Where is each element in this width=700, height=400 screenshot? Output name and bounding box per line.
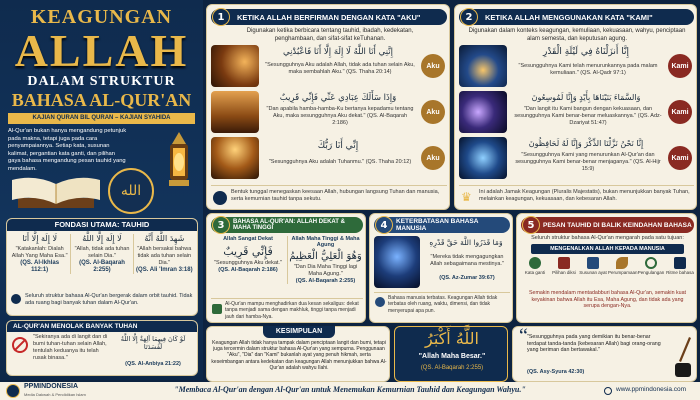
fondasi-text: "Katakanlah: Dialah Allah Yang Maha Esa." xyxy=(11,246,68,259)
title-keagungan: KEAGUNGAN xyxy=(30,6,173,28)
fondasi-item xyxy=(133,234,195,274)
pesan-note: Semakin mendalam mentadabburi bahasa Al-Qur'an, semakin kuat keyakinan bahwa Allah itu Esa, Maha Agung, dan tidak ada yang serupa dengan-Nya. xyxy=(528,290,687,310)
section-keterbatasan-header: KETERBATASAN BAHASA MANUSIA xyxy=(374,217,510,233)
kami-arabic: إِنَّا أَنزَلْنَاهُ فِي لَيْلَةِ الْقَدْرِ xyxy=(542,47,629,57)
keterbatasan-ref: (QS. Az-Zumar 39:67) xyxy=(439,275,495,281)
kami-text: "Dan langit itu Kami bangun dengan kekuasaan, dan sesungguhnya Kami benar-benar meluaskannya." (QS. Adz-Dzariyat 51:47) xyxy=(514,106,662,126)
allah-calligraphy-icon xyxy=(108,168,154,214)
kami-badge: Kami xyxy=(668,54,692,78)
pesan-sub: MENGENALKAN ALLAH KEPADA MANUSIA xyxy=(531,244,684,254)
dekat-note-text: Al-Qur'an mampu menghadirkan dua kesan sekaligus: dekat tanpa menjadi sama dengan makhluk, tinggi tanpa menjadi jauh dari hamba-Nya. xyxy=(225,301,359,320)
fondasi-title: FONDASI UTAMA: TAUHID xyxy=(7,219,197,231)
aku-badge: Aku xyxy=(421,54,445,78)
fondasi-item xyxy=(9,234,70,274)
sunset-image xyxy=(211,45,259,87)
fondasi-ref: (QS. Ali 'Imran 3:18) xyxy=(136,267,193,273)
fondasi-footer xyxy=(11,293,195,307)
aku-note xyxy=(211,185,447,207)
fondasi-item xyxy=(70,234,132,274)
allah-calligraphy-text: الله xyxy=(120,183,142,199)
section-aku-header: KETIKA ALLAH BERFIRMAN DENGAN KATA "AKU" xyxy=(211,9,447,25)
takbir-arabic: اللَّهُ أَكْبَرُ xyxy=(425,329,479,348)
kami-badge: Kami xyxy=(668,100,692,124)
quran-book-icon xyxy=(8,174,104,210)
crown-icon: ♛ xyxy=(461,190,472,204)
fondasi-panel xyxy=(6,218,198,316)
fondasi-arabic: لَا إِلَهَ إِلَّا اللَّهُ xyxy=(82,234,122,243)
repeat-icon xyxy=(645,257,657,269)
lantern-icon xyxy=(164,130,194,192)
sky-image xyxy=(374,236,420,288)
pesan-icon-item xyxy=(608,257,636,276)
menolak-arabic: لَوْ كَانَ فِيهِمَا آلِهَةٌ إِلَّا اللَّهُ لَفَسَدَتَا xyxy=(120,335,186,351)
pesan-intro: Seluruh struktur bahasa Al-Qur'an mengarah pada satu tujuan: xyxy=(531,235,684,241)
tinggi-head: Allah Maha Tinggi & Maha Agung xyxy=(291,236,360,248)
section-pesan xyxy=(516,213,697,323)
section-pesan-header: PESAN TAUHID DI BALIK KEINDAHAN BAHASA xyxy=(521,217,694,233)
mosque-icon xyxy=(212,304,222,314)
logo-sub: Media Dakwah & Pendidikan Islam xyxy=(24,392,86,397)
fondasi-text: "Allah bersaksi bahwa tidak ada tuhan selain Dia." xyxy=(137,246,192,266)
pesan-icon-label: Perumpamaan xyxy=(608,270,638,275)
logo-name: PPMINDONESIA xyxy=(24,383,79,390)
praying-person-image xyxy=(211,91,259,133)
kesimpulan-text: Keagungan Allah tidak hanya tampak dalam penciptaan langit dan bumi, tetapi juga tercermin dalam struktur bahasa Al-Qur'an yang sempurna. Penggunaan "Aku", "Dia" dan "Kami" bukanlah ayat yang penuh hikmah, serta keseimbangan antara kedekatan dan keagungan Allah menunjukkan bahwa Al-Qur'an adalah wahyu Ilahi. xyxy=(211,340,387,371)
kesimpulan-title: KESIMPULAN xyxy=(263,326,335,338)
section-number: 3 xyxy=(212,216,230,234)
footer-url[interactable]: www.ppmindonesia.com xyxy=(616,386,687,393)
quote-panel xyxy=(512,326,697,382)
pesan-icon-label: Susunan ayat xyxy=(579,270,607,275)
pesan-icon-label: Pengulangan xyxy=(637,270,665,275)
dekat-text: "Sesungguhnya Aku dekat." xyxy=(214,260,282,266)
footer-quote: "Membaca Al-Qur'an dengan Al-Qur'an untuk Menemukan Kemurnian Tauhid dan Keagungan Wahyu." xyxy=(174,385,526,394)
menolak-title: AL-QUR'AN MENOLAK BANYAK TUHAN xyxy=(7,321,197,332)
list-icon xyxy=(587,257,599,269)
section-number: 2 xyxy=(460,8,478,26)
dekat-head: Allah Sangat Dekat xyxy=(223,236,273,242)
kami-text: "Sesungguhnya Kami yang menurunkan Al-Qur'an dan sesungguhnya Kami benar-benar menjaganya." (QS. Al-Hijr 15:9) xyxy=(515,152,661,172)
section-aku xyxy=(206,4,450,210)
aku-text: "Sesungguhnya Aku adalah Tuhanmu." (QS. Thaha 20:12) xyxy=(268,159,412,165)
aku-item xyxy=(211,45,447,87)
keterbatasan-arabic: وَمَا قَدَرُوا اللَّهَ حَقَّ قَدْرِهِ xyxy=(429,238,503,247)
quote-ref: (QS. Asy-Syura 42:30) xyxy=(527,369,585,375)
quote-text: "Sesungguhnya pada yang demikian itu benar-benar terdapat tanda-tanda (kebesaran Allah) bagi orang-orang yang beriman dan bertawakal." xyxy=(527,334,661,354)
tinggi-arabic: وَهُوَ الْعَلِيُّ الْعَظِيمُ xyxy=(289,251,362,262)
pesan-icon-label: Ritme bahasa xyxy=(666,270,694,275)
ppm-logo-icon xyxy=(6,384,20,398)
tinggi-card xyxy=(287,236,363,284)
pesan-icon-label: Pilihan diksi xyxy=(552,270,576,275)
pesan-icon-label: Kata ganti xyxy=(524,270,546,275)
aku-item xyxy=(211,137,447,179)
tagline: KAJIAN QURAN BIL QURAN – KAJIAN SYAHIDA xyxy=(8,113,195,124)
info-icon xyxy=(375,297,385,307)
aku-badge: Aku xyxy=(421,100,445,124)
keterbatasan-note xyxy=(374,292,510,314)
shield-icon xyxy=(11,294,21,304)
pesan-icon-item xyxy=(666,257,694,276)
keterbatasan-note-text: Bahasa manusia terbatas. Keagungan Allah tidak terbatas oleh ruang, waktu, dimensi, dan tidak menyerupai apa pun. xyxy=(388,295,498,314)
aku-arabic: إِنِّي أَنَا رَبُّكَ xyxy=(317,141,359,151)
section-aku-intro: Digunakan ketika berbicara tentang tauhid, ibadah, kedekatan, penghambaan, dan sifat-sifat keTuhanan. xyxy=(246,28,414,42)
waves-icon xyxy=(674,257,686,269)
fondasi-arabic: لَا إِلَهَ إِلَّا أَنَا xyxy=(22,234,58,243)
kami-arabic: إِنَّا نَحْنُ نَزَّلْنَا الذِّكْرَ وَإِنَّا لَهُ لَحَافِظُونَ xyxy=(528,139,644,148)
kami-arabic: وَالسَّمَاءَ بَنَيْنَاهَا بِأَيْدٍ وَإِنَّا لَمُوسِعُونَ xyxy=(531,93,641,102)
section-number: 1 xyxy=(212,8,230,26)
section-keterbatasan xyxy=(369,213,513,323)
menolak-panel xyxy=(6,320,198,376)
leaf-icon xyxy=(616,257,628,269)
night-book-image xyxy=(459,45,507,87)
aku-item xyxy=(211,91,447,133)
tinggi-text: "Dan Dia Maha Tinggi lagi Maha Agung." xyxy=(293,264,358,277)
quote-icon: “ xyxy=(519,325,528,347)
section-number: 4 xyxy=(375,216,393,234)
galaxy-image xyxy=(459,91,507,133)
aku-note-text: Bentuk tunggal menegaskan keesaan Allah, hubungan langsung Tuhan dan manusia, serta kemurnian tauhid tanpa sekutu. xyxy=(231,189,440,202)
takbir-ref: (QS. Al-Baqarah 2:255) xyxy=(420,365,484,371)
pesan-icon-item xyxy=(637,257,665,276)
globe-icon xyxy=(604,387,612,395)
section-kami xyxy=(454,4,697,210)
aku-arabic: إِنَّنِي أَنَا اللَّهُ لَا إِلَهَ إِلَّا أَنَا فَاعْبُدْنِي xyxy=(282,47,393,57)
kami-badge: Kami xyxy=(668,146,692,170)
forbidden-icon xyxy=(12,337,28,353)
dekat-ref: (QS. Al-Baqarah 2:186) xyxy=(218,267,278,273)
earth-image xyxy=(459,137,507,179)
tinggi-ref: (QS. Al-Baqarah 2:255) xyxy=(295,278,356,284)
person-icon xyxy=(529,257,541,269)
person-icon xyxy=(213,191,227,205)
footer-bar xyxy=(0,382,700,400)
dekat-card xyxy=(211,236,285,273)
aku-text: "Sesungguhnya Aku adalah Allah, tidak ada tuhan selain Aku, maka sembahlah Aku." (QS. Thaha 20:14) xyxy=(265,62,415,75)
kami-note xyxy=(459,185,694,207)
kami-item xyxy=(459,45,694,87)
fondasi-ref: (QS. Al-Ikhlas 112:1) xyxy=(20,260,60,273)
kami-item xyxy=(459,91,694,133)
kami-item xyxy=(459,137,694,179)
light-rays-image xyxy=(211,137,259,179)
title-bahasa: BAHASA AL-QUR'AN xyxy=(11,90,192,110)
intro-text: Al-Qur'an bukan hanya mengandung petunjuk pada makna, tetapi juga pada cara penyampaiannya. Setiap kata, susunan kalimat, pergantian kata ganti, dan pilihan gaya bahasa mengandung pesan tauhid yang mendalam. xyxy=(8,128,127,172)
fondasi-ref: (QS. Al-Baqarah 2:255) xyxy=(79,260,125,273)
menolak-text: "Sekiranya ada di langit dan di bumi tuhan-tuhan selain Allah, tentulah keduanya itu telah rusak binasa." xyxy=(33,334,108,361)
menolak-ref: (QS. Al-Anbiya 21:22) xyxy=(125,361,181,367)
kami-note-text: Ini adalah Jamak Keagungan (Pluralis Majestatis), bukan menunjukkan banyak Tuhan, melainkan keagungan, kekuasaan, dan kebesaran Allah. xyxy=(479,189,690,202)
section-number: 5 xyxy=(522,216,540,234)
aku-badge: Aku xyxy=(421,146,445,170)
inkwell-icon xyxy=(671,335,695,379)
takbir-text: "Allah Maha Besar." xyxy=(418,353,486,360)
pesan-icon-item xyxy=(579,257,607,276)
fondasi-text: "Allah, tidak ada tuhan selain Dia." xyxy=(74,246,130,259)
takbir-panel xyxy=(394,326,508,382)
pesan-icon-item xyxy=(521,257,549,276)
section-dekat xyxy=(206,213,366,323)
left-panel xyxy=(0,0,203,380)
section-dekat-header: BAHASA AL-QUR'AN: ALLAH DEKAT & MAHA TINGGI xyxy=(211,217,363,233)
dekat-arabic: فَإِنِّي قَرِيبٌ xyxy=(223,245,273,258)
pesan-icons xyxy=(521,257,694,276)
section-kami-intro: Digunakan dalam konteks keagungan, kemuliaan, kekuasaan, wahyu, penciptaan alam semesta, dan keputusan agung. xyxy=(468,28,686,42)
fondasi-arabic: شَهِدَ اللَّهُ أَنَّهُ xyxy=(144,234,185,243)
dekat-note xyxy=(211,298,363,320)
fondasi-items xyxy=(7,231,197,274)
keterbatasan-text: "Mereka tidak mengagungkan Allah sebagaimana mestinya." xyxy=(430,254,504,267)
pesan-icon-item xyxy=(550,257,578,276)
aku-arabic: وَإِذَا سَأَلَكَ عِبَادِي عَنِّي فَإِنِّي قَرِيبٌ xyxy=(279,93,397,103)
kesimpulan-panel xyxy=(206,326,390,382)
kami-text: "Sesungguhnya Kami telah menurunkannya pada malam kemuliaan." (QS. Al-Qadr 97:1) xyxy=(518,63,658,76)
aku-text: "Dan apabila hamba-hamba-Ku bertanya kepadamu tentang Aku, maka sesungguhnya Aku dekat." (QS. Al-Baqarah 2:186) xyxy=(266,106,414,126)
title-allah: ALLAH xyxy=(14,25,189,76)
fondasi-footer-text: Seluruh struktur bahasa Al-Qur'an bergerak dalam orbit tauhid. Tidak ada ruang bagi banyak tuhan dalam Al-Qur'an. xyxy=(25,293,193,306)
book-icon xyxy=(558,257,570,269)
title-dalam: DALAM STRUKTUR xyxy=(27,74,176,89)
section-kami-header: KETIKA ALLAH MENGGUNAKAN KATA "KAMI" xyxy=(459,9,694,25)
